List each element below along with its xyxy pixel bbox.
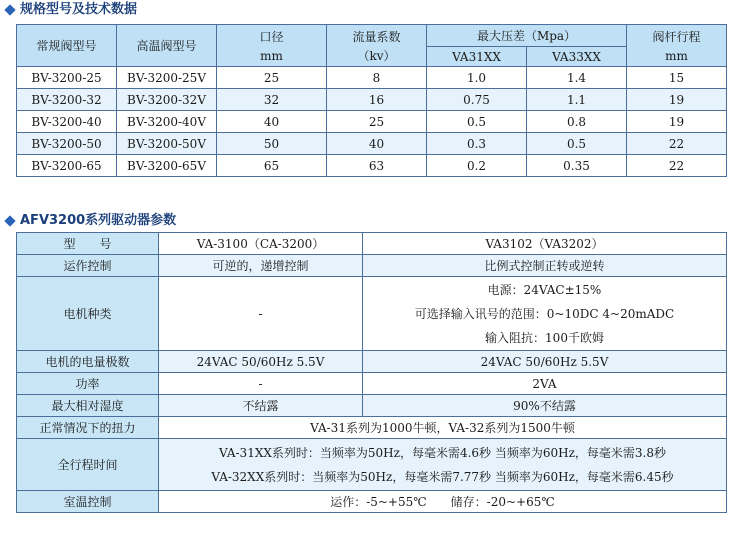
stroke-time-value xyxy=(159,439,727,491)
temperature-value: 运作：-5~+55℃ 储存：-20~+65℃ xyxy=(159,491,727,513)
section-title-specs-text: 规格型号及技术数据 xyxy=(20,2,138,17)
motor-b xyxy=(363,277,727,351)
label-model: 型 号 xyxy=(17,233,159,255)
cell-high-temp-model: BV-3200-32V xyxy=(117,89,217,111)
diamond-bullet-icon xyxy=(4,215,15,226)
stroke-time-va31: VA-31XX系列时：当频率为50Hz，每毫米需4.6秒 当频率为60Hz，每毫米需3.8秒 xyxy=(218,445,667,460)
operation-a: 可逆的，递增控制 xyxy=(159,255,363,277)
diamond-bullet-icon xyxy=(4,4,15,15)
label-operation: 运作控制 xyxy=(17,255,159,277)
cell-regular-model: BV-3200-50 xyxy=(17,133,117,155)
power-b: 24VAC 50/60Hz 5.5V xyxy=(363,351,727,373)
cell-regular-model: BV-3200-25 xyxy=(17,67,117,89)
cell-regular-model: BV-3200-40 xyxy=(17,111,117,133)
cell-diameter: 50 xyxy=(217,133,327,155)
cell-flow: 8 xyxy=(327,67,427,89)
cell-stroke: 22 xyxy=(627,155,727,177)
model-a: VA-3100（CA-3200） xyxy=(159,233,363,255)
section-title-specs xyxy=(4,2,137,18)
table-row xyxy=(17,133,727,155)
motor-b-impedance: 输入阻抗：100千欧姆 xyxy=(485,330,604,345)
header-diameter-unit: mm xyxy=(260,48,283,63)
header-flow-unit: （kv） xyxy=(357,48,396,63)
cell-diameter: 25 xyxy=(217,67,327,89)
model-b: VA3102（VA3202） xyxy=(363,233,727,255)
table-row xyxy=(17,67,727,89)
motor-a: - xyxy=(159,277,363,351)
stroke-time-va32: VA-32XX系列时：当频率为50Hz，每毫米需7.77秒 当频率为60Hz，每毫米需6.45秒 xyxy=(211,469,674,484)
operation-b: 比例式控制正转或逆转 xyxy=(363,255,727,277)
header-stroke-label: 阀杆行程 xyxy=(652,29,701,44)
label-motor-type: 电机种类 xyxy=(17,277,159,351)
cell-high-temp-model: BV-3200-25V xyxy=(117,67,217,89)
label-torque: 正常情况下的扭力 xyxy=(17,417,159,439)
cell-pressure-va33: 1.1 xyxy=(527,89,627,111)
header-high-temp-model: 高温阀型号 xyxy=(117,25,217,67)
label-stroke-time: 全行程时间 xyxy=(17,439,159,491)
cell-flow: 25 xyxy=(327,111,427,133)
specs-table xyxy=(16,24,727,177)
cell-flow: 63 xyxy=(327,155,427,177)
cell-pressure-va33: 0.8 xyxy=(527,111,627,133)
header-va31: VA31XX xyxy=(427,47,527,67)
cell-flow: 40 xyxy=(327,133,427,155)
cell-high-temp-model: BV-3200-40V xyxy=(117,111,217,133)
humidity-a: 不结露 xyxy=(159,395,363,417)
cell-pressure-va31: 1.0 xyxy=(427,67,527,89)
table-row xyxy=(17,89,727,111)
header-flow-label: 流量系数 xyxy=(352,29,401,44)
watt-b: 2VA xyxy=(363,373,727,395)
cell-pressure-va31: 0.5 xyxy=(427,111,527,133)
header-max-pressure: 最大压差（Mpa） xyxy=(427,25,627,47)
cell-pressure-va33: 0.35 xyxy=(527,155,627,177)
cell-regular-model: BV-3200-32 xyxy=(17,89,117,111)
header-diameter xyxy=(217,25,327,67)
cell-high-temp-model: BV-3200-65V xyxy=(117,155,217,177)
header-regular-model: 常规阀型号 xyxy=(17,25,117,67)
label-watt: 功率 xyxy=(17,373,159,395)
cell-stroke: 15 xyxy=(627,67,727,89)
cell-pressure-va31: 0.75 xyxy=(427,89,527,111)
cell-regular-model: BV-3200-65 xyxy=(17,155,117,177)
cell-pressure-va33: 1.4 xyxy=(527,67,627,89)
cell-stroke: 19 xyxy=(627,111,727,133)
cell-diameter: 32 xyxy=(217,89,327,111)
section-title-actuator-text: AFV3200系列驱动器参数 xyxy=(20,213,177,228)
table-row xyxy=(17,111,727,133)
label-temperature: 室温控制 xyxy=(17,491,159,513)
header-stroke-unit: mm xyxy=(665,48,688,63)
cell-high-temp-model: BV-3200-50V xyxy=(117,133,217,155)
watt-a: - xyxy=(159,373,363,395)
power-a: 24VAC 50/60Hz 5.5V xyxy=(159,351,363,373)
header-va33: VA33XX xyxy=(527,47,627,67)
cell-diameter: 40 xyxy=(217,111,327,133)
label-power: 电机的电量极数 xyxy=(17,351,159,373)
motor-b-signal: 可选择输入讯号的范围：0~10DC 4~20mADC xyxy=(414,306,675,321)
cell-stroke: 22 xyxy=(627,133,727,155)
header-diameter-label: 口径 xyxy=(259,29,284,44)
section-title-actuator xyxy=(4,213,176,229)
cell-pressure-va31: 0.2 xyxy=(427,155,527,177)
header-flow xyxy=(327,25,427,67)
cell-flow: 16 xyxy=(327,89,427,111)
cell-stroke: 19 xyxy=(627,89,727,111)
cell-pressure-va31: 0.3 xyxy=(427,133,527,155)
label-humidity: 最大相对湿度 xyxy=(17,395,159,417)
humidity-b: 90%不结露 xyxy=(363,395,727,417)
table-row xyxy=(17,155,727,177)
header-stroke xyxy=(627,25,727,67)
motor-b-power: 电源：24VAC±15% xyxy=(487,282,602,297)
cell-pressure-va33: 0.5 xyxy=(527,133,627,155)
actuator-table xyxy=(16,232,727,513)
torque-value: VA-31系列为1000牛顿，VA-32系列为1500牛顿 xyxy=(159,417,727,439)
cell-diameter: 65 xyxy=(217,155,327,177)
